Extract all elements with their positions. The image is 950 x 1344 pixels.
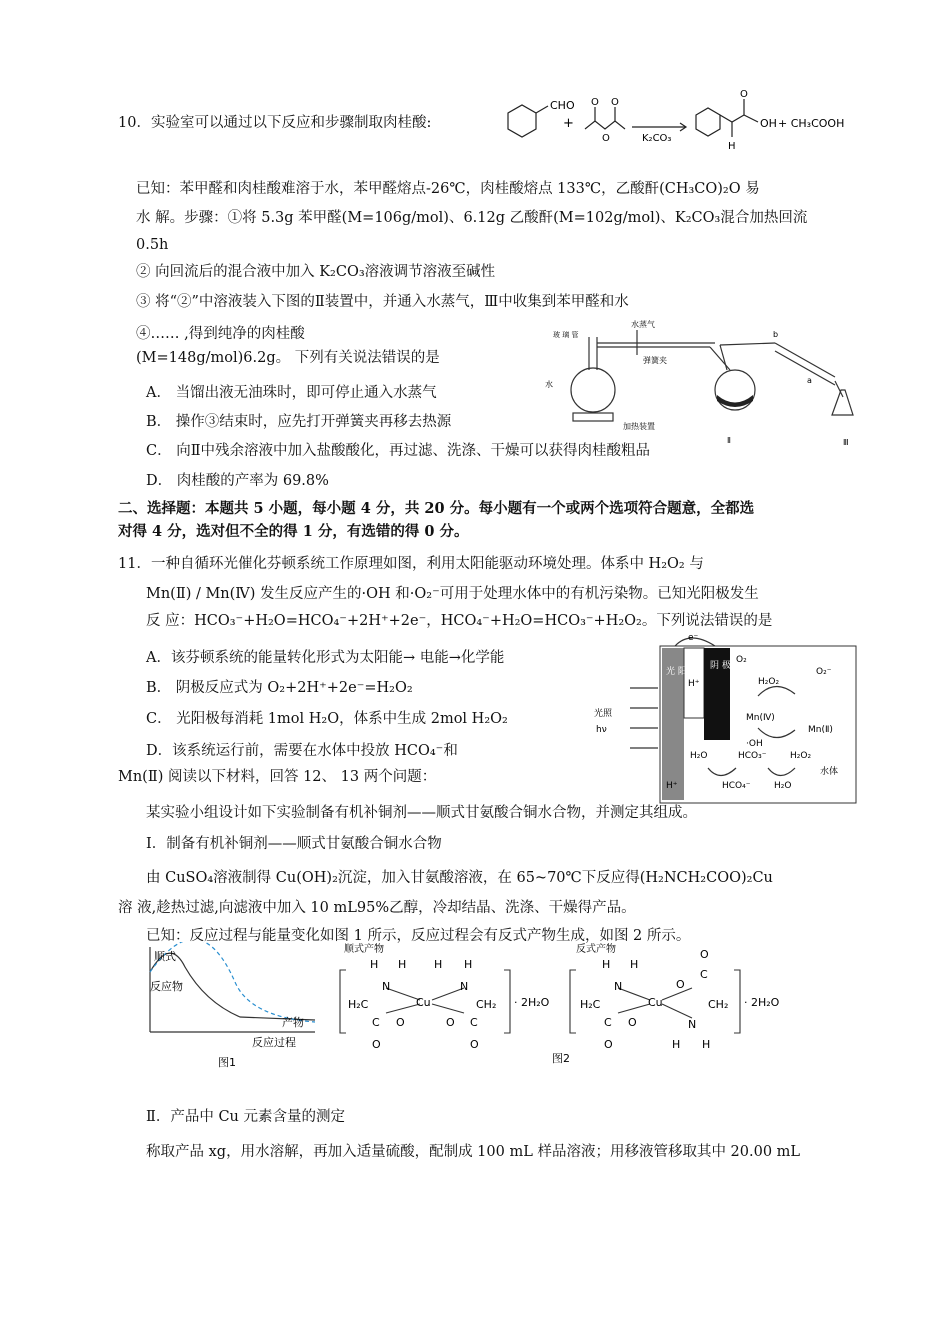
h-atom-8: H bbox=[702, 1038, 711, 1051]
glass-tube-label: 玻 璃 管 bbox=[553, 331, 579, 339]
material-part2: Ⅱ．产品中 Cu 元素含量的测定 bbox=[146, 1109, 346, 1125]
material-known: 已知：反应过程与能量变化如图 1 所示，反应过程会有反式产物生成，如图 2 所示。 bbox=[146, 928, 691, 944]
III-label: Ⅲ bbox=[843, 438, 849, 447]
q10-option-b: B． 操作③结束时，应先打开弹簧夹再移去热源 bbox=[146, 414, 452, 430]
n-atom-3: N bbox=[614, 980, 623, 993]
steam-label: 水蒸气 bbox=[631, 320, 655, 329]
o2minus-label: O₂⁻ bbox=[816, 667, 832, 677]
fig1-label: 图1 bbox=[218, 1056, 236, 1069]
fig2-label: 图2 bbox=[552, 1052, 570, 1065]
material-intro: 某实验小组设计如下实验制备有机补铜剂——顺式甘氨酸合铜水合物，并测定其组成。 bbox=[146, 805, 697, 821]
material-part1: Ⅰ．制备有机补铜剂——顺式甘氨酸合铜水合物 bbox=[146, 836, 442, 852]
heater-label: 加热装置 bbox=[623, 422, 655, 431]
o-label-1: O bbox=[591, 97, 599, 108]
o-atom-1: O bbox=[396, 1016, 405, 1029]
o-atom-8: O bbox=[604, 1038, 613, 1051]
q11-option-d: D．该系统运行前，需要在水体中投放 HCO₄⁻和 bbox=[146, 743, 458, 759]
material-p1: 由 CuSO₄溶液制得 Cu(OH)₂沉淀，加入甘氨酸溶液，在 65~70℃下反应得(H₂NCH₂COO)₂Cu bbox=[146, 870, 773, 886]
cis-label: 顺式 bbox=[154, 950, 176, 963]
hv-label: hν bbox=[596, 725, 607, 735]
ch2-label-1: CH₂ bbox=[476, 998, 497, 1011]
o-atom-5: O bbox=[676, 978, 685, 991]
mn4-label: Mn(Ⅳ) bbox=[746, 713, 775, 723]
h-atom-5: H bbox=[602, 958, 611, 971]
n-atom-2: N bbox=[460, 980, 469, 993]
isomer-structures bbox=[336, 938, 796, 1070]
o-atom-4: O bbox=[470, 1038, 479, 1051]
hydrate-label-1: · 2H₂O bbox=[514, 996, 550, 1009]
o-atom-6: O bbox=[700, 948, 709, 961]
c-atom-1: C bbox=[372, 1016, 380, 1029]
q11-line1: 11．一种自循环光催化芬顿系统工作原理如图，利用太阳能驱动环境处理。体系中 H₂O₂ 与 bbox=[118, 556, 704, 572]
q10-stem: 10．实验室可以通过以下反应和步骤制取肉桂酸: bbox=[118, 115, 432, 131]
c-atom-2: C bbox=[470, 1016, 478, 1029]
q10-step-5: (M=148g/mol)6.2g。 下列有关说法错误的是 bbox=[136, 350, 440, 366]
water-body-label: 水体 bbox=[820, 767, 839, 777]
hydrate-label-2: · 2H₂O bbox=[744, 996, 780, 1009]
trans-product-label: 反式产物 bbox=[576, 944, 616, 955]
acetic-acid-label: + CH₃COOH bbox=[778, 117, 845, 130]
h2c-label-2: H₂C bbox=[580, 998, 601, 1011]
reactant-label: 反应物 bbox=[150, 980, 183, 993]
q10-option-c: C． 向Ⅱ中残余溶液中加入盐酸酸化，再过滤、洗涤、干燥可以获得肉桂酸粗品 bbox=[146, 443, 651, 459]
q11-option-c: C． 光阳极每消耗 1mol H₂O，体系中生成 2mol H₂O₂ bbox=[146, 711, 508, 727]
cis-product-label: 顺式产物 bbox=[344, 944, 384, 955]
o-atom-3: O bbox=[372, 1038, 381, 1051]
electron-label: e⁻ bbox=[688, 633, 699, 643]
q11-line3: 反 应：HCO₃⁻+H₂O=HCO₄⁻+2H⁺+2e⁻，HCO₄⁻+H₂O=HCO₃⁻+H₂O₂。下列说法错误的是 bbox=[146, 613, 773, 629]
q10-known-1: 已知：苯甲醛和肉桂酸难溶于水，苯甲醛熔点-26℃，肉桂酸熔点 133℃，乙酸酐(CH₃CO)₂O 易 bbox=[136, 181, 760, 197]
h2o2-label-a: H₂O₂ bbox=[758, 677, 780, 687]
hco4-label: HCO₄⁻ bbox=[722, 781, 751, 791]
fenton-system-diagram bbox=[590, 628, 865, 806]
cho-label: CHO bbox=[550, 99, 575, 112]
o-label-2: O bbox=[611, 97, 619, 108]
hco3-label: HCO₃⁻ bbox=[738, 751, 767, 761]
h-atom-7: H bbox=[672, 1038, 681, 1051]
q10-step-3: ③ 将“②”中溶液装入下图的Ⅱ装置中，并通入水蒸气，Ⅲ中收集到苯甲醛和水 bbox=[136, 294, 629, 310]
q10-reaction-scheme bbox=[490, 85, 870, 155]
oh-label: OH bbox=[760, 117, 777, 130]
h-label: H bbox=[728, 141, 736, 152]
k2co3-label: K₂CO₃ bbox=[642, 133, 672, 144]
o-atom-7: O bbox=[628, 1016, 637, 1029]
xaxis-label: 反应过程 bbox=[252, 1036, 296, 1049]
hplus-label: H⁺ bbox=[688, 679, 700, 689]
material-p2: 溶 液,趁热过滤,向滤液中加入 10 mL95%乙醇，冷却结晶、洗涤、干燥得产品。 bbox=[118, 900, 636, 916]
material-p3: 称取产品 xg，用水溶解，再加入适量硫酸，配制成 100 mL 样品溶液；用移液管移取其中 20.00 mL bbox=[146, 1144, 801, 1160]
n-atom-1: N bbox=[382, 980, 391, 993]
q11-option-d-cont: Mn(Ⅱ) 阅读以下材料，回答 12、 13 两个问题： bbox=[118, 769, 437, 785]
photoanode-label: 光 阳 极 bbox=[666, 667, 699, 677]
c-atom-4: C bbox=[604, 1016, 612, 1029]
energy-diagram bbox=[140, 942, 330, 1072]
product-label: 产物 bbox=[282, 1016, 304, 1029]
II-label: Ⅱ bbox=[727, 436, 731, 445]
b-label: b bbox=[773, 330, 779, 339]
h-atom-3: H bbox=[434, 958, 443, 971]
h-atom-4: H bbox=[464, 958, 473, 971]
hplus-label-2: H⁺ bbox=[666, 781, 678, 791]
section2-line1: 二、选择题：本题共 5 小题，每小题 4 分，共 20 分。每小题有一个或两个选项符合题意，全都选 bbox=[118, 500, 755, 517]
o-label-3: O bbox=[602, 133, 610, 144]
light-label: 光照 bbox=[594, 709, 613, 719]
n-atom-4: N bbox=[688, 1018, 697, 1031]
q10-step-2: ② 向回流后的混合液中加入 K₂CO₃溶液调节溶液至碱性 bbox=[136, 264, 496, 280]
q11-line2: Mn(Ⅱ) / Mn(Ⅳ) 发生反应产生的·OH 和·O₂⁻可用于处理水体中的有机污染物。已知光阳极发生 bbox=[146, 586, 759, 602]
q10-known-2: 水 解。步骤：①将 5.3g 苯甲醛(M=106g/mol)、6.12g 乙酸酐(M=102g/mol)、K₂CO₃混合加热回流 bbox=[136, 210, 808, 226]
o-label-4: O bbox=[740, 89, 748, 100]
cu-atom-1: Cu bbox=[416, 996, 431, 1009]
q11-option-b: B． 阴极反应式为 O₂+2H⁺+2e⁻=H₂O₂ bbox=[146, 680, 413, 696]
a-label: a bbox=[807, 376, 812, 385]
cathode-label: 阴 极 bbox=[710, 661, 731, 671]
h-atom-2: H bbox=[398, 958, 407, 971]
h-atom-6: H bbox=[630, 958, 639, 971]
ch2-label-2: CH₂ bbox=[708, 998, 729, 1011]
steam-distillation-apparatus bbox=[545, 315, 860, 455]
h-atom-1: H bbox=[370, 958, 379, 971]
q10-option-d: D． 肉桂酸的产率为 69.8% bbox=[146, 473, 329, 489]
section2-line2: 对得 4 分，选对但不全的得 1 分，有选错的得 0 分。 bbox=[118, 523, 469, 540]
plus-sign: + bbox=[563, 116, 574, 131]
water-label: 水 bbox=[545, 380, 553, 389]
clamp-label: 弹簧夹 bbox=[643, 356, 667, 365]
q10-option-a: A． 当馏出液无油珠时，即可停止通入水蒸气 bbox=[146, 385, 437, 401]
mn2-label: Mn(Ⅱ) bbox=[808, 725, 833, 735]
oh-label: ·OH bbox=[746, 739, 763, 749]
c-atom-3: C bbox=[700, 968, 708, 981]
q10-known-3: 0.5h bbox=[136, 237, 169, 253]
h2c-label-1: H₂C bbox=[348, 998, 369, 1011]
o-atom-2: O bbox=[446, 1016, 455, 1029]
q10-step-4: ④…… ,得到纯净的肉桂酸 bbox=[136, 326, 305, 342]
h2o-label-b: H₂O bbox=[774, 781, 792, 791]
h2o-label-a: H₂O bbox=[690, 751, 708, 761]
o2-label: O₂ bbox=[736, 655, 747, 665]
cu-atom-2: Cu bbox=[648, 996, 663, 1009]
h2o2-label-b: H₂O₂ bbox=[790, 751, 812, 761]
q11-option-a: A．该芬顿系统的能量转化形式为太阳能→ 电能→化学能 bbox=[146, 650, 505, 666]
